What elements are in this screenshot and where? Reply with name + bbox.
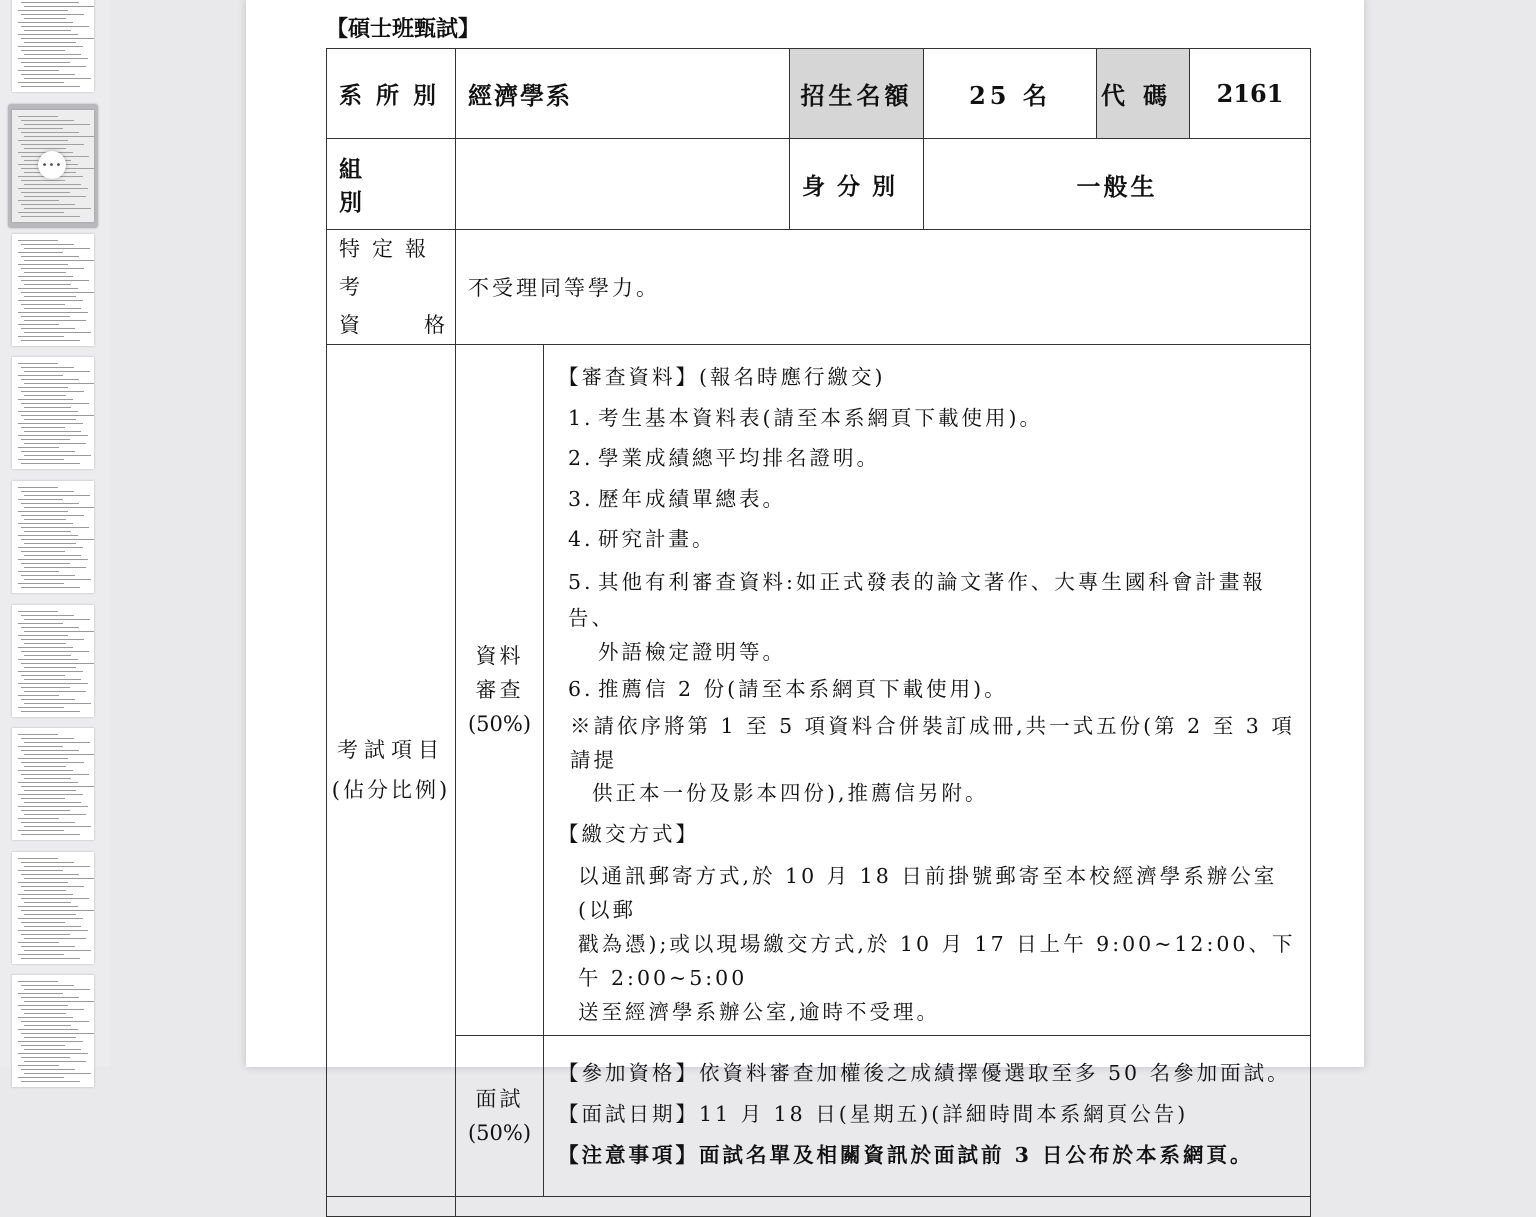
thumbnail-text-line (24, 6, 94, 7)
interview-percentage: (50%) (467, 1120, 532, 1145)
thumbnail-text-line (24, 431, 81, 432)
thumbnail-text-line (24, 18, 66, 19)
thumbnail-text-line (21, 379, 79, 380)
thumbnail-text-line (18, 659, 78, 660)
thumbnail-text-line (18, 918, 83, 919)
thumbnail-text-line (18, 818, 59, 819)
thumbnail-text-line (24, 631, 94, 632)
thumbnail-text-line (18, 583, 64, 584)
thumbnail-text-line (18, 264, 68, 265)
review-item (558, 479, 1300, 520)
thumbnail-text-line (18, 954, 64, 955)
thumbnail-text-line (18, 1077, 64, 1078)
thumbnail-text-line (24, 320, 86, 321)
thumbnail-text-line (18, 906, 78, 907)
thumbnail-text-line (18, 459, 64, 460)
thumbnail-text-line (21, 774, 89, 775)
review-item (558, 519, 1300, 560)
thumbnail-text-line (24, 296, 76, 297)
thumbnail-text-line (24, 890, 66, 891)
review-item-number: 3. (568, 486, 594, 511)
qualification-value: 不受理同等學力。 (456, 230, 1311, 345)
thumbnail-text-line (21, 1081, 80, 1082)
thumbnail-text-line (18, 22, 73, 23)
next-row-cell (456, 1196, 1311, 1216)
page-thumbnail[interactable] (12, 481, 94, 593)
page-thumbnail[interactable] (12, 0, 94, 92)
interview-notice: 【注意事項】面試名單及相關資訊於面試前 3 日公布於本系網頁。 (558, 1143, 1254, 1167)
thumbnail-text-line (21, 503, 79, 504)
thumbnail-text-line (24, 619, 90, 620)
thumbnail-text-line (21, 26, 89, 27)
section-heading: 【碩士班甄試】 (326, 16, 481, 42)
review-item-text: 推薦信 2 份(請至本系網頁下載使用)。 (598, 676, 1008, 701)
thumbnail-text-line (21, 663, 94, 664)
review-item (558, 564, 1300, 636)
thumbnail-text-line (18, 435, 88, 436)
thumbnail-text-line (21, 180, 65, 181)
thumbnail-text-line (18, 882, 68, 883)
exam-items-label (327, 345, 456, 1197)
thumbnail-text-line (21, 491, 74, 492)
thumbnail-text-line (24, 790, 76, 791)
group-label: 組別 (327, 139, 456, 230)
thumbnail-text-line (18, 300, 83, 301)
thumbnail-text-line (24, 42, 76, 43)
review-item (558, 669, 1300, 710)
thumbnail-text-line (18, 423, 83, 424)
review-percentage: (50%) (467, 711, 532, 736)
thumbnail-text-line (21, 539, 94, 540)
review-item (558, 398, 1300, 439)
thumbnail-text-line (21, 615, 74, 616)
thumbnail-text-line (24, 208, 91, 209)
more-options-icon[interactable]: ••• (38, 151, 66, 179)
thumbnail-text-line (24, 754, 94, 755)
thumbnail-text-line (21, 738, 74, 739)
identity-value: 一般生 (924, 139, 1311, 230)
thumbnail-text-line (18, 623, 63, 624)
thumbnail-text-line (18, 782, 78, 783)
thumbnail-text-line (18, 240, 58, 241)
thumbnail-text-line (21, 86, 80, 87)
thumbnail-text-line (18, 1029, 78, 1030)
thumbnail-text-line (24, 1037, 76, 1038)
thumbnail-text-line (21, 204, 75, 205)
thumbnail-text-line (24, 1025, 71, 1026)
thumbnail-text-line (21, 762, 84, 763)
thumbnail-text-line (18, 276, 73, 277)
thumbnail-text-line (21, 62, 70, 63)
thumbnail-text-line (24, 1061, 86, 1062)
code-label: 代碼 (1097, 49, 1190, 139)
thumbnail-text-line (21, 810, 70, 811)
thumbnail-text-line (18, 336, 64, 337)
thumbnail-text-line (24, 989, 90, 990)
thumbnail-text-line (18, 1053, 88, 1054)
thumbnail-text-line (18, 870, 63, 871)
page-thumbnail[interactable] (12, 852, 94, 964)
thumbnail-text-line (24, 332, 91, 333)
thumbnail-text-line (18, 559, 88, 560)
thumbnail-text-line (18, 535, 78, 536)
thumbnail-text-line (18, 758, 68, 759)
thumbnail-text-line (21, 463, 80, 464)
thumbnail-text-line (24, 30, 71, 31)
exam-items-subtitle: (佔分比例) (331, 778, 451, 803)
document-page (246, 0, 1364, 1167)
thumbnail-text-line (21, 451, 75, 452)
thumbnail-text-line (18, 82, 64, 83)
thumbnail-text-line (18, 375, 63, 376)
thumbnail-text-line (21, 958, 80, 959)
thumbnail-text-line (24, 148, 66, 149)
thumbnail-text-line (24, 567, 86, 568)
review-label (456, 345, 544, 1036)
thumbnail-text-line (21, 14, 84, 15)
thumbnail-text-line (21, 910, 94, 911)
thumbnail-text-line (18, 1005, 68, 1006)
thumbnail-text-line (24, 950, 91, 951)
review-note-continuation: 供正本一份及影本四份),推薦信另附。 (592, 781, 989, 805)
thumbnail-text-line (18, 128, 63, 129)
thumbnail-text-line (21, 292, 94, 293)
thumbnail-text-line (21, 798, 65, 799)
thumbnail-text-line (21, 50, 65, 51)
thumbnail-text-line (24, 196, 86, 197)
thumbnail-text-line (18, 140, 68, 141)
thumbnail-text-line (21, 711, 80, 712)
thumbnail-text-line (18, 46, 83, 47)
thumbnail-text-line (21, 439, 70, 440)
thumbnail-text-line (18, 1065, 59, 1066)
page-thumbnail[interactable] (12, 975, 94, 1087)
thumbnail-text-line (18, 200, 59, 201)
thumbnail-text-line (21, 74, 75, 75)
thumbnail-text-line (18, 746, 63, 747)
thumbnail-text-line (21, 280, 89, 281)
thumbnail-text-line (21, 1069, 75, 1070)
thumbnail-text-line (21, 675, 65, 676)
thumbnail-text-line (24, 1049, 81, 1050)
review-item-text: 考生基本資料表(請至本系網頁下載使用)。 (598, 405, 1043, 430)
qualification-label-char: 資 (339, 313, 360, 337)
thumbnail-text-line (21, 316, 70, 317)
interview-qualification: 【參加資格】依資料審查加權後之成績擇優選取至多 50 名參加面試。 (558, 1061, 1291, 1085)
thumbnail-text-line (24, 778, 71, 779)
thumbnail-text-line (24, 643, 66, 644)
submit-method-header: 【繳交方式】 (558, 822, 699, 846)
thumbnail-text-line (18, 734, 58, 735)
thumbnail-text-line (24, 938, 86, 939)
thumbnail-text-line (24, 455, 91, 456)
thumbnail-text-line (21, 1057, 70, 1058)
thumbnail-text-line (21, 922, 65, 923)
thumbnail-text-line (21, 699, 75, 700)
thumbnail-text-line (18, 830, 64, 831)
thumbnail-text-line (24, 679, 81, 680)
thumbnail-text-line (18, 34, 78, 35)
thumbnail-text-line (18, 611, 58, 612)
thumbnail-text-line (21, 1009, 84, 1010)
thumbnail-text-line (18, 387, 68, 388)
review-item-continuation: 外語檢定證明等。 (598, 639, 786, 664)
thumbnail-text-line (21, 132, 79, 133)
thumbnail-text-line (18, 312, 88, 313)
thumbnail-text-line (18, 942, 59, 943)
review-item-text: 研究計畫。 (598, 527, 716, 551)
thumbnail-text-line (24, 184, 81, 185)
thumbnail-text-line (21, 687, 70, 688)
thumbnail-text-line (24, 1013, 66, 1014)
interview-date: 【面試日期】11 月 18 日(星期五)(詳細時間本系網頁公告) (558, 1102, 1189, 1126)
thumbnail-text-line (21, 934, 70, 935)
thumbnail-text-line (18, 1041, 83, 1042)
thumbnail-text-line (21, 563, 70, 564)
dept-label: 系所別 (327, 49, 456, 139)
thumbnail-text-line (18, 70, 59, 71)
thumbnail-text-line (21, 862, 74, 863)
thumbnail-text-line (21, 268, 84, 269)
thumbnail-text-line (24, 914, 76, 915)
thumbnail-text-line (24, 926, 81, 927)
thumbnail-text-line (18, 511, 68, 512)
thumbnail-text-line (18, 671, 83, 672)
page-thumbnail[interactable] (12, 728, 94, 840)
thumbnail-text-line (24, 703, 91, 704)
page-thumbnail[interactable] (12, 234, 94, 346)
thumbnail-text-line (21, 1045, 65, 1046)
thumbnail-text-line (18, 571, 59, 572)
thumbnail-text-line (21, 144, 84, 145)
thumbnail-text-line (18, 10, 68, 11)
quota-label: 招生名額 (790, 49, 924, 139)
thumbnail-text-line (18, 58, 88, 59)
thumbnail-text-line (18, 116, 58, 117)
thumbnail-text-line (21, 874, 79, 875)
exam-items-title: 考試項目 (337, 738, 445, 763)
code-value: 2161 (1190, 49, 1311, 139)
thumbnail-text-line (21, 946, 75, 947)
thumbnail-text-line (24, 383, 94, 384)
thumbnail-text-line (24, 866, 90, 867)
thumbnail-text-line (24, 284, 71, 285)
thumbnail-text-line (18, 707, 64, 708)
thumbnail-text-line (18, 858, 58, 859)
thumbnail-text-line (18, 547, 83, 548)
review-item-number: 2. (568, 446, 594, 470)
thumbnail-text-line (21, 822, 75, 823)
thumbnail-text-line (18, 806, 88, 807)
qualification-label-line1: 特定報考 (339, 237, 438, 299)
submit-method-text: 戳為憑);或以現場繳交方式,於 10 月 17 日上午 9:00~12:00、下午 2:00~5:00 (578, 931, 1296, 990)
review-label-line1: 資料 (475, 643, 524, 668)
thumbnail-text-line (21, 427, 65, 428)
thumbnail-text-line (18, 523, 73, 524)
thumbnail-text-line (21, 551, 65, 552)
thumbnail-text-line (21, 834, 80, 835)
thumbnail-text-line (18, 794, 83, 795)
review-item-text: 其他有利審查資料:如正式發表的論文著作、大專生國科會計畫報告、 (568, 569, 1266, 630)
thumbnail-text-line (24, 802, 81, 803)
submit-method-text: 送至經濟學系辦公室,逾時不受理。 (578, 999, 941, 1024)
thumbnail-text-line (21, 1033, 94, 1034)
thumbnail-text-line (21, 750, 79, 751)
thumbnail-text-line (21, 391, 84, 392)
review-label-line2: 審查 (475, 677, 524, 702)
interview-label-text: 面試 (475, 1086, 524, 1111)
thumbnail-text-line (24, 1001, 94, 1002)
thumbnail-text-line (24, 78, 91, 79)
thumbnail-text-line (21, 38, 94, 39)
thumbnail-text-line (24, 66, 86, 67)
thumbnail-text-line (21, 527, 89, 528)
thumbnail-text-line (24, 136, 94, 137)
thumbnail-text-line (21, 786, 94, 787)
thumbnail-text-line (24, 766, 66, 767)
thumbnail-text-line (21, 985, 74, 986)
thumbnail-text-line (21, 587, 80, 588)
thumbnail-text-line (18, 212, 64, 213)
thumbnail-text-line (18, 288, 78, 289)
thumbnail-text-line (24, 531, 71, 532)
thumbnail-text-line (21, 639, 84, 640)
thumbnail-text-line (24, 667, 76, 668)
thumbnail-text-line (21, 1021, 89, 1022)
thumbnail-text-line (18, 1017, 73, 1018)
thumbnail-text-line (21, 997, 79, 998)
thumbnail-text-line (21, 886, 84, 887)
thumbnail-text-line (21, 627, 79, 628)
thumbnail-text-line (24, 308, 81, 309)
thumbnail-text-line (18, 981, 58, 982)
thumbnail-text-line (18, 647, 73, 648)
thumbnail-text-line (21, 575, 75, 576)
interview-content (544, 1035, 1311, 1196)
thumbnail-text-line (18, 695, 59, 696)
thumbnail-text-line (24, 395, 66, 396)
review-item (558, 438, 1300, 479)
next-row-cell (327, 1196, 456, 1216)
thumbnail-text-line (18, 252, 63, 253)
thumbnail-text-line (18, 499, 63, 500)
thumbnail-text-line (18, 363, 58, 364)
review-item-number: 1. (568, 405, 594, 430)
thumbnail-text-line (24, 371, 90, 372)
thumbnail-text-line (21, 256, 79, 257)
thumbnail-text-line (21, 515, 84, 516)
thumbnail-text-line (24, 555, 81, 556)
thumbnail-text-line (24, 124, 90, 125)
thumbnail-text-line (18, 411, 78, 412)
thumbnail-text-line (24, 1073, 91, 1074)
qualification-label-char: 格 (424, 313, 445, 337)
thumbnail-text-line (24, 691, 86, 692)
quota-value: 25 名 (924, 49, 1097, 139)
thumbnail-text-line (24, 655, 71, 656)
thumbnail-text-line (24, 443, 86, 444)
thumbnail-text-line (21, 244, 74, 245)
thumbnail-text-line (21, 415, 94, 416)
review-content (544, 345, 1311, 1036)
thumbnail-text-line (24, 579, 91, 580)
thumbnail-text-line (24, 248, 90, 249)
thumbnail-text-line (21, 304, 65, 305)
thumbnail-text-line (18, 993, 63, 994)
thumbnail-text-line (21, 403, 89, 404)
thumbnail-text-line (24, 878, 94, 879)
thumbnail-text-line (18, 770, 73, 771)
page-thumbnails-sidebar (0, 0, 110, 1067)
thumbnail-text-line (24, 272, 66, 273)
qualification-label-line2 (339, 306, 455, 344)
thumbnail-text-line (21, 192, 70, 193)
review-item-text: 歷年成績單總表。 (598, 486, 786, 511)
thumbnail-text-line (24, 543, 76, 544)
thumbnail-text-line (18, 399, 73, 400)
review-item-number: 4. (568, 527, 594, 551)
thumbnail-text-line (24, 742, 90, 743)
thumbnail-text-line (24, 814, 86, 815)
thumbnail-text-line (18, 324, 59, 325)
thumbnail-text-line (24, 495, 90, 496)
thumbnail-text-line (24, 902, 71, 903)
submit-method-text: 以通訊郵寄方式,於 10 月 18 日前掛號郵寄至本校經濟學系辦公室(以郵 (578, 863, 1278, 922)
thumbnail-text-line (21, 898, 89, 899)
thumbnail-text-line (24, 826, 91, 827)
thumbnail-text-line (21, 340, 80, 341)
interview-label (456, 1035, 544, 1196)
admission-table (326, 48, 1311, 1217)
group-value (456, 139, 790, 230)
thumbnail-text-line (21, 120, 74, 121)
thumbnail-text-line (21, 216, 80, 217)
thumbnail-text-line (21, 328, 75, 329)
qualification-label (327, 230, 456, 345)
identity-label: 身分別 (790, 139, 924, 230)
thumbnail-text-line (24, 407, 71, 408)
thumbnail-text-line (18, 635, 68, 636)
thumbnail-text-line (21, 651, 89, 652)
review-note: ※請依序將第 1 至 5 項資料合併裝訂成冊,共一式五份(第 2 至 3 項請提 (570, 714, 1295, 772)
thumbnail-text-line (24, 54, 81, 55)
page-thumbnail[interactable] (12, 357, 94, 469)
page-thumbnail[interactable] (12, 605, 94, 717)
thumbnail-text-line (21, 2, 79, 3)
review-item-number: 5. (568, 569, 594, 594)
thumbnail-text-line (24, 260, 94, 261)
thumbnail-text-line (24, 419, 76, 420)
thumbnail-text-line (18, 447, 59, 448)
thumbnail-text-line (18, 930, 88, 931)
review-header: 【審查資料】(報名時應行繳交) (558, 365, 886, 389)
thumbnail-text-line (18, 487, 58, 488)
thumbnail-text-line (24, 519, 66, 520)
thumbnail-text-line (18, 894, 73, 895)
review-item-text: 學業成績總平均排名證明。 (598, 446, 880, 470)
review-item-number: 6. (568, 676, 594, 701)
thumbnail-text-line (18, 683, 88, 684)
dept-value: 經濟學系 (456, 49, 790, 139)
thumbnail-text-line (21, 367, 74, 368)
thumbnail-text-line (18, 188, 88, 189)
thumbnail-text-line (24, 507, 94, 508)
